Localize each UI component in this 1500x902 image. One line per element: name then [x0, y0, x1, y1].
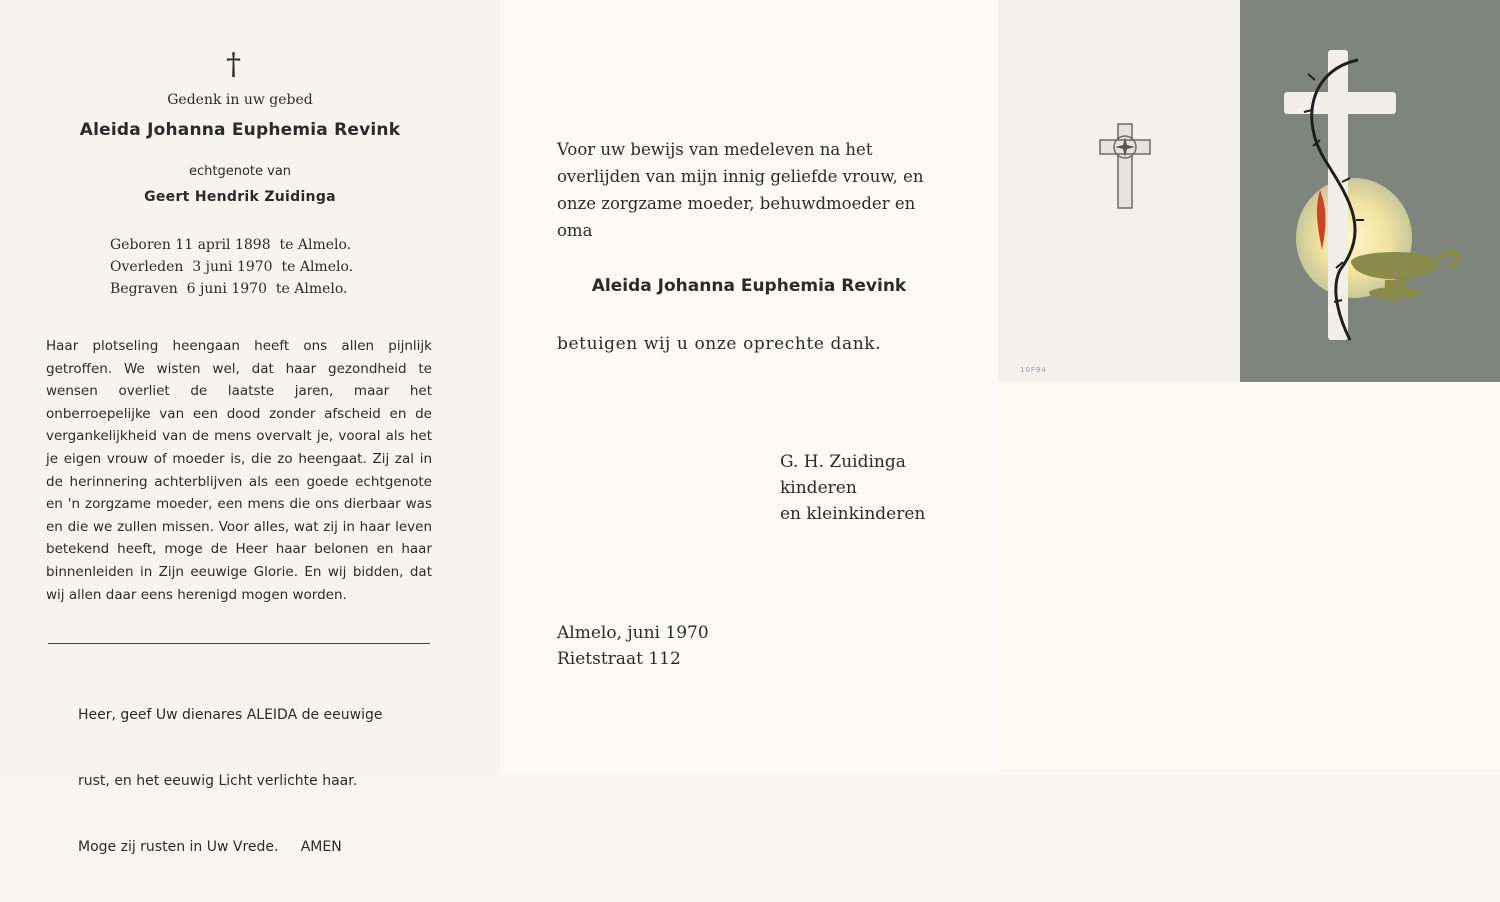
deceased-name-thanks: Aleida Johanna Euphemia Revink: [591, 276, 907, 296]
divider-line: [48, 643, 430, 644]
signatory: en kleinkinderen: [780, 504, 926, 524]
oil-lamp-base: [1369, 287, 1421, 299]
prayer-line: Heer, geef Uw dienares ALEIDA de eeuwige: [78, 707, 383, 723]
cross-horizontal: [1284, 92, 1396, 114]
prayer-intro: Gedenk in uw gebed: [167, 92, 313, 108]
birth-date: Geboren 11 april 1898 te Almelo.: [110, 237, 352, 253]
signatory: kinderen: [780, 478, 857, 498]
small-cross-icon: [1098, 122, 1152, 212]
print-code: 10F94: [1020, 366, 1047, 374]
prayer-line: rust, en het eeuwig Licht verlichte haar.: [78, 773, 358, 789]
deceased-name: Aleida Johanna Euphemia Revink: [79, 120, 401, 140]
blank-card-area: [998, 382, 1500, 775]
closing-prayer: [78, 660, 383, 902]
death-date: Overleden 3 juni 1970 te Almelo.: [110, 259, 354, 275]
cross-symbol: †: [226, 47, 241, 82]
biography-text: Haar plotseling heengaan heeft ons allen pijnlijk getroffen. We wisten wel, dat haar gezondheid te wensen overliet de laatste jaren, maar het onberroepelijke van een dood zonder afscheid en de vergankelijkheid van de mens overvalt je, vooral als het je eigen vrouw of moeder is, die zo heengaat. Zij zal in de herinnering achterblijven als een goede echtgenote en 'n zorgzame moeder, een mens die ons dierbaar was en die we zullen missen. Voor alles, wat zij in haar leven betekend heeft, moge de Heer haar belonen en haar binnenleiden in Zijn eeuwige Glorie. En wij bidden, dat wij allen daar eens herenigd mogen worden.: [46, 338, 432, 603]
signatories: [780, 449, 925, 527]
cross-painting-image: [1240, 0, 1500, 382]
thank-you-message: Voor uw bewijs van medeleven na het overlijden van mijn innig geliefde vrouw, en onze zorgzame moeder, behuwdmoeder en oma: [557, 140, 924, 240]
prayer-line: Moge zij rusten in Uw Vrede. AMEN: [78, 839, 342, 855]
spouse-intro: echtgenote van: [188, 164, 292, 179]
address: Rietstraat 112: [557, 649, 681, 669]
place-and-address: [557, 620, 709, 672]
place-date: Almelo, juni 1970: [557, 623, 709, 643]
thank-you-card: [500, 0, 998, 775]
signatory: G. H. Zuidinga: [780, 452, 906, 472]
card-front: [998, 0, 1500, 382]
memorial-card-left: [0, 0, 500, 855]
life-dates: [110, 234, 353, 300]
burial-date: Begraven 6 juni 1970 te Almelo.: [110, 281, 348, 297]
thanks-line: betuigen wij u onze oprechte dank.: [557, 334, 882, 354]
spouse-name: Geert Hendrik Zuidinga: [144, 189, 336, 205]
